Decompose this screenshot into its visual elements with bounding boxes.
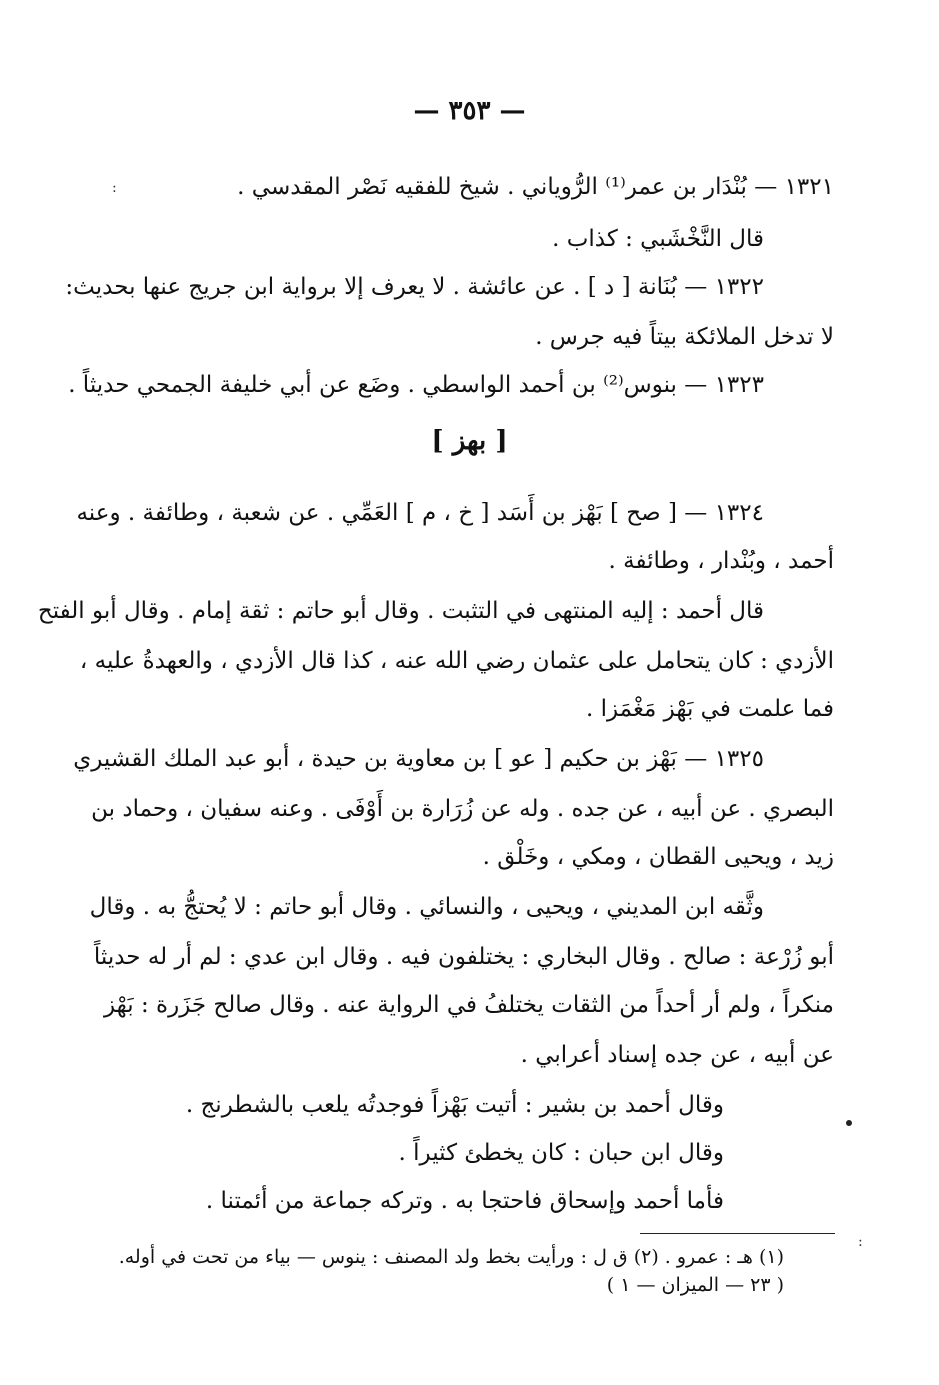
footnote-divider xyxy=(640,1233,835,1234)
entry-1325-line-1: ١٣٢٥ — بَهْز بن حكيم [ عو ] بن معاوية بن حيدة ، أبو عبد الملك القشيري xyxy=(73,746,764,772)
entry-1322-line-2: لا تدخل الملائكة بيتاً فيه جرس . xyxy=(535,324,834,350)
para-ibn-madini-line-3: منكراً ، ولم أر أحداً من الثقات يختلفُ في الرواية عنه . وقال صالح جَزَرة : بَهْز xyxy=(103,992,834,1018)
entry-1321-line-1: ١٣٢١ — بُنْدَار بن عمر⁽¹⁾ الرُّوياني . شيخ للفقيه نَصْر المقدسي . xyxy=(237,174,834,200)
entry-1325-line-3: زيد ، ويحيى القطان ، ومكي ، وخَلْق . xyxy=(482,844,834,870)
entry-1325-line-2: البصري . عن أبيه ، عن جده . وله عن زُرَارة بن أَوْفَى . وعنه سفيان ، وحماد بن xyxy=(91,796,834,822)
entry-1324-line-1: ١٣٢٤ — [ صح ] بَهْز بن أَسَد [ خ ، م ] العَمِّي . عن شعبة ، وطائفة . وعنه xyxy=(76,500,764,526)
section-heading: [ بهز ] xyxy=(431,426,508,456)
footnote-line-2: ( ٢٣ — الميزان — ١ ) xyxy=(606,1274,784,1296)
para-ibn-madini-line-2: أبو زُرْعة : صالح . وقال البخاري : يختلفون فيه . وقال ابن عدي : لم أر له حديثاً xyxy=(93,944,834,970)
entry-1324-line-2: أحمد ، وبُنْدار ، وطائفة . xyxy=(608,548,834,574)
para-ibn-hibban: وقال ابن حبان : كان يخطئ كثيراً . xyxy=(398,1140,724,1166)
entry-1321-line-2: قال النَّخْشَبي : كذاب . xyxy=(552,226,764,252)
para-ahmad-bashir: وقال أحمد بن بشير : أتيت بَهْزاً فوجدتُه يلعب بالشطرنج . xyxy=(185,1092,724,1118)
margin-dot xyxy=(846,1120,852,1126)
para-ibn-madini-line-1: وثَّقه ابن المديني ، ويحيى ، والنسائي . وقال أبو حاتم : لا يُحتجُّ به . وقال xyxy=(89,894,764,920)
footnote-line-1: (١) هـ : عمرو . (٢) ق ل : ورأيت بخط ولد المصنف : ينوس — بياء من تحت في أوله. xyxy=(118,1246,784,1268)
margin-mark: : xyxy=(112,180,117,196)
para-ibn-madini-line-4: عن أبيه ، عن جده إسناد أعرابي . xyxy=(520,1042,834,1068)
entry-1323-line-1: ١٣٢٣ — بنوس⁽²⁾ بن أحمد الواسطي . وضَع عن أبي خليفة الجمحي حديثاً . xyxy=(68,372,764,398)
para-ahmad-ishaq: فأما أحمد وإسحاق فاحتجا به . وتركه جماعة من أئمتنا . xyxy=(205,1188,724,1214)
para-ahmad-line-3: فما علمت في بَهْز مَغْمَزا . xyxy=(585,696,834,722)
para-ahmad-line-2: الأزدي : كان يتحامل على عثمان رضي الله عنه ، كذا قال الأزدي ، والعهدةُ عليه ، xyxy=(79,648,834,674)
entry-1322-line-1: ١٣٢٢ — بُنَانة [ د ] . عن عائشة . لا يعرف إلا برواية ابن جريج عنها بحديث: xyxy=(65,274,764,300)
para-ahmad-line-1: قال أحمد : إليه المنتهى في التثبت . وقال أبو حاتم : ثقة إمام . وقال أبو الفتح xyxy=(37,598,764,624)
page-number: — ٣٥٣ — xyxy=(413,96,526,126)
margin-mark-2: : xyxy=(858,1234,863,1250)
